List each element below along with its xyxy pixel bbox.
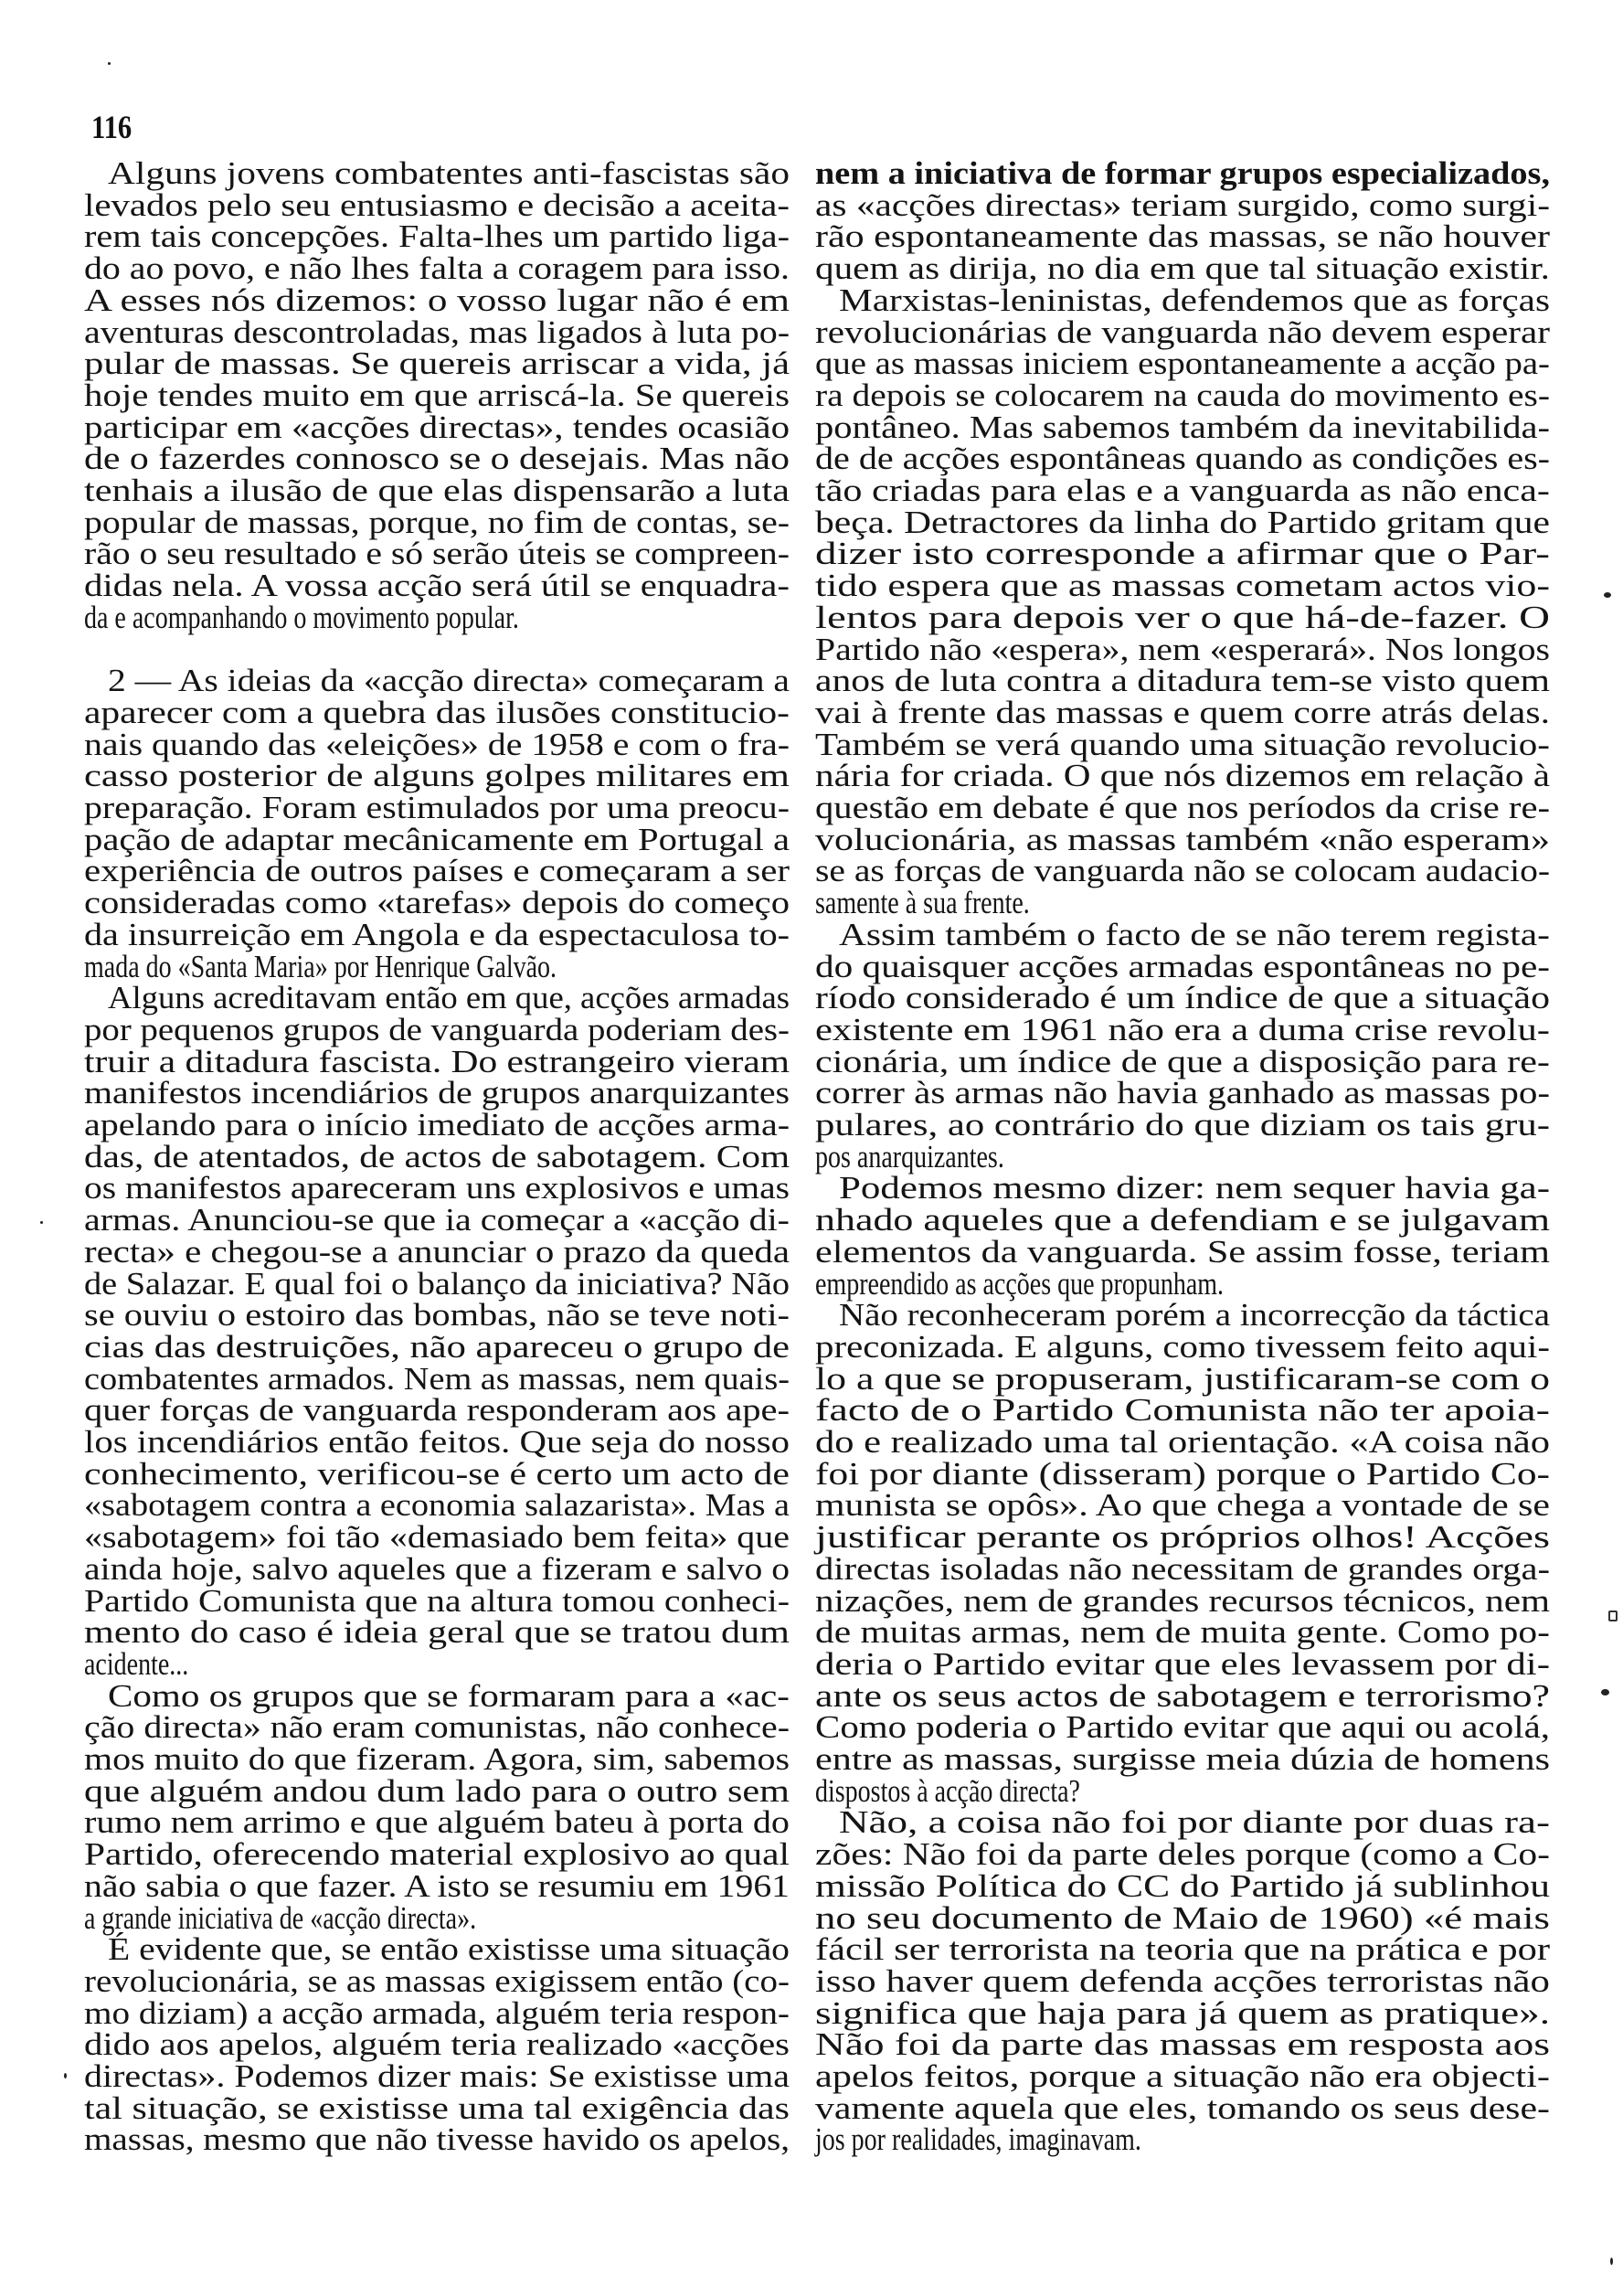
text-line-content: truir a ditadura fascista. Do estrangeiro vieram xyxy=(84,1043,790,1079)
text-line-content: empreendido as acções que propunham. xyxy=(815,1265,1225,1302)
text-line xyxy=(84,218,790,255)
text-line xyxy=(815,1455,1550,1492)
text-line-content: fácil ser terrorista na teoria que na prática e por xyxy=(815,1931,1551,1968)
text-line-content: pulares, ao contrário do que diziam os tais gru- xyxy=(815,1107,1551,1143)
text-line xyxy=(84,473,790,508)
text-line-content: consideradas como «tarefas» depois do começo xyxy=(84,885,790,921)
text-line xyxy=(815,473,1550,508)
text-line xyxy=(84,1265,790,1302)
text-line-content: conhecimento, verificou-se é certo um acto de xyxy=(84,1455,790,1492)
text-line xyxy=(815,758,1550,794)
text-line-content: no seu documento de Maio de 1960) «é mais xyxy=(815,1899,1550,1936)
text-line xyxy=(815,980,1551,1016)
text-line xyxy=(84,536,790,572)
text-line xyxy=(84,1424,790,1460)
text-line xyxy=(84,1614,790,1651)
text-line xyxy=(84,2026,790,2063)
text-line xyxy=(815,1931,1551,1968)
text-line xyxy=(84,726,790,762)
text-line-content: Marxistas-leninistas, defendemos que as forças xyxy=(839,282,1551,318)
text-line xyxy=(815,1677,1551,1714)
text-line-content: que as massas iniciem espontaneamente a acção pa- xyxy=(815,345,1550,382)
scan-speck xyxy=(1610,2258,1613,2265)
text-line xyxy=(815,345,1550,382)
text-line xyxy=(815,1962,1550,1999)
text-line-content: facto de o Partido Comunista não ter apoia- xyxy=(815,1392,1551,1429)
text-line xyxy=(815,853,1551,889)
text-line-content: de o fazerdes connosco se o desejais. Mas não xyxy=(84,441,790,477)
text-line xyxy=(815,1265,1326,1302)
text-line xyxy=(84,1772,790,1809)
text-line xyxy=(84,250,790,287)
text-line-content: Assim também o facto de se não terem regista- xyxy=(839,916,1550,952)
text-line xyxy=(815,218,1550,255)
text-line xyxy=(84,1075,790,1111)
text-line xyxy=(84,1804,790,1841)
text-line xyxy=(815,1741,1551,1777)
text-line-content: preparação. Foram estimulados por uma preocu- xyxy=(84,790,790,825)
text-line-content: tenhais a ilusão de que elas dispensarão a luta xyxy=(84,473,790,508)
text-line-content: por pequenos grupos de vanguarda poderiam des- xyxy=(84,1011,790,1047)
text-line-content: nizações, nem de grandes recursos técnicos, nem xyxy=(815,1582,1550,1619)
text-line xyxy=(84,1994,790,2031)
text-line-content: as «acções directas» teriam surgido, como surgi- xyxy=(815,186,1551,223)
text-line xyxy=(815,790,1551,825)
scan-speck xyxy=(64,2073,67,2078)
text-line xyxy=(84,1392,790,1429)
text-line-content: mos muito do que fizeram. Agora, sim, sabemos xyxy=(84,1741,790,1777)
text-line-content: acidente... xyxy=(84,1645,189,1682)
text-line xyxy=(839,1804,1551,1841)
text-line xyxy=(815,1043,1550,1079)
text-line xyxy=(108,663,790,699)
text-line-content: apelos feitos, porque a situação não era objecti- xyxy=(815,2058,1550,2094)
text-line-content: ríodo considerado é um índice de que a situação xyxy=(815,980,1551,1016)
text-line-content: hoje tendes muito em que arriscá-la. Se quereis xyxy=(84,377,790,413)
text-line-content: nária for criada. O que nós dizemos em relação à xyxy=(815,758,1550,794)
text-line-content: aventuras descontroladas, mas ligados à luta po- xyxy=(84,314,790,350)
text-line-content: Alguns acreditavam então em que, acções armadas xyxy=(108,980,790,1016)
text-line-content: 2 — As ideias da «acção directa» começaram a xyxy=(108,663,790,699)
text-line-content: a grande iniciativa de «acção directa». xyxy=(84,1899,477,1936)
text-line xyxy=(839,1297,1550,1334)
text-line xyxy=(815,887,1083,919)
text-line-content: do ao povo, e não lhes falta a coragem para isso. xyxy=(84,250,790,287)
text-line xyxy=(815,1233,1550,1270)
text-line-content: vai à frente das massas e quem corre atrás delas. xyxy=(815,694,1551,730)
scan-speck xyxy=(1608,1610,1618,1621)
text-line xyxy=(84,1011,790,1047)
text-line-content: quem as dirija, no dia em que tal situação existir. xyxy=(815,250,1550,287)
text-line xyxy=(84,1645,215,1682)
text-line-content: Como poderia o Partido evitar que aqui ou acolá, xyxy=(815,1709,1550,1746)
text-line xyxy=(84,441,790,477)
text-line-content: lentos para depois ver o que há-de-fazer. O xyxy=(815,599,1550,635)
text-line xyxy=(815,1550,1550,1587)
text-line xyxy=(84,1741,790,1777)
text-line-content: nais quando das «eleições» de 1958 e com o fra- xyxy=(84,726,790,762)
text-line xyxy=(84,916,790,952)
text-line xyxy=(815,1360,1551,1397)
text-line-content: samente à sua frente. xyxy=(815,885,1030,921)
text-line xyxy=(84,1962,790,1999)
text-line-content: «sabotagem contra a economia salazarista». Mas a xyxy=(84,1487,790,1524)
text-line xyxy=(84,790,790,825)
text-line xyxy=(84,1297,790,1334)
text-line-content: mada do «Santa Maria» por Henrique Galvão. xyxy=(84,948,557,984)
text-line-content: manifestos incendiários de grupos anarquizantes xyxy=(84,1075,790,1111)
text-line xyxy=(815,1202,1551,1238)
text-line xyxy=(815,1011,1551,1047)
text-line-content: didas nela. A vossa acção será útil se enquadra- xyxy=(84,568,790,604)
text-line-content: Não foi da parte das massas em resposta aos xyxy=(815,2026,1551,2063)
text-line xyxy=(815,1772,1146,1809)
text-line xyxy=(84,1519,790,1556)
text-line-content: revolucionária, se as massas exigissem então (co- xyxy=(84,1962,790,1999)
text-line-content: das, de atentados, de actos de sabotagem. Com xyxy=(84,1138,790,1175)
text-line xyxy=(815,1994,1550,2031)
text-line xyxy=(108,155,790,191)
text-line-content: popular de massas, porque, no fim de contas, se- xyxy=(84,504,790,540)
text-line xyxy=(815,1487,1550,1524)
text-line xyxy=(84,2058,790,2094)
text-line-content: Alguns jovens combatentes anti-fascistas são xyxy=(108,155,790,191)
text-line xyxy=(839,282,1551,318)
text-line-content: Partido não «espera», nem «esperará». Nos longos xyxy=(815,631,1550,667)
text-line xyxy=(815,1614,1550,1651)
text-line-content: cionária, um índice de que a disposição para re- xyxy=(815,1043,1550,1079)
text-line-content: «sabotagem» foi tão «demasiado bem feita» que xyxy=(84,1519,790,1556)
text-line-content: recta» e chegou-se a anunciar o prazo da queda xyxy=(84,1233,790,1270)
text-line-content: munista se opôs». Ao que chega a vontade de se xyxy=(815,1487,1550,1524)
text-line xyxy=(84,821,790,857)
text-line xyxy=(84,1107,790,1143)
text-line-content: de de acções espontâneas quando as condições es- xyxy=(815,441,1551,477)
text-line-content: experiência de outros países e começaram a ser xyxy=(84,853,790,889)
text-line-content: A esses nós dizemos: o vosso lugar não é em xyxy=(84,282,790,318)
text-line xyxy=(84,601,628,633)
text-line-content: rão espontaneamente das massas, se não houver xyxy=(815,218,1550,255)
text-line xyxy=(815,2026,1551,2063)
text-line-content: pular de massas. Se quereis arriscar a vida, já xyxy=(84,345,790,382)
text-line xyxy=(815,441,1551,477)
text-line xyxy=(815,1392,1551,1429)
text-line xyxy=(84,186,790,223)
text-line xyxy=(84,1202,790,1238)
text-line-content: rão o seu resultado e só serão úteis se compreen- xyxy=(84,536,790,572)
text-line-content: os manifestos apareceram uns explosivos e umas xyxy=(84,1170,790,1206)
text-line-content: ainda hoje, salvo aqueles que a fizeram e salvo o xyxy=(84,1550,790,1587)
text-line-content: Podemos mesmo dizer: nem sequer havia ga- xyxy=(839,1170,1551,1206)
text-line-content: participar em «acções directas», tendes ocasião xyxy=(84,409,790,445)
text-line xyxy=(815,1424,1550,1460)
text-line-content: tido espera que as massas cometam actos vio- xyxy=(815,568,1551,604)
text-line xyxy=(84,1550,790,1587)
text-line-content: casso posterior de alguns golpes militares em xyxy=(84,758,790,794)
text-line xyxy=(815,568,1551,604)
text-line-content: mo diziam) a acção armada, alguém teria respon- xyxy=(84,1994,790,2031)
text-line-content: dido aos apelos, alguém teria realizado «acções xyxy=(84,2026,790,2063)
text-line xyxy=(84,377,790,413)
text-line-content: zões: Não foi da parte deles porque (como a Co- xyxy=(815,1836,1550,1873)
text-line xyxy=(84,885,790,921)
scan-speck xyxy=(1601,1689,1609,1695)
text-line xyxy=(815,1138,1052,1175)
text-line xyxy=(84,314,790,350)
text-line xyxy=(815,377,1551,413)
text-line xyxy=(84,1233,790,1270)
text-line xyxy=(815,599,1550,635)
text-line xyxy=(815,1328,1550,1365)
text-line xyxy=(815,1899,1550,1936)
text-line-content: rem tais concepções. Falta-lhes um partido liga- xyxy=(84,218,790,255)
text-line-content: da e acompanhando o movimento popular. xyxy=(84,599,519,635)
text-line xyxy=(815,2058,1550,2094)
text-line-content: deria o Partido evitar que eles levassem por di- xyxy=(815,1645,1550,1682)
text-line xyxy=(839,916,1550,952)
text-line-content: Também se verá quando uma situação revolucio- xyxy=(815,726,1550,762)
text-line-content: aparecer com a quebra das ilusões constitucio- xyxy=(84,694,790,730)
text-line-content: correr às armas não havia ganhado as massas po- xyxy=(815,1075,1551,1111)
text-line-content: missão Política do CC do Partido já sublinhou xyxy=(815,1867,1551,1904)
text-line-content: se ouviu o estoiro das bombas, não se teve noti- xyxy=(84,1297,790,1334)
text-line-content: apelando para o início imediato de acções arma- xyxy=(84,1107,790,1143)
text-line-content: mento do caso é ideia geral que se tratou dum xyxy=(84,1614,790,1651)
text-line-content: anos de luta contra a ditadura tem-se visto quem xyxy=(815,663,1551,699)
text-line-content: rumo nem arrimo e que alguém bateu à porta do xyxy=(84,1804,790,1841)
text-line-content: tal situação, se existisse uma tal exigência das xyxy=(84,2089,790,2126)
text-line-content: revolucionárias de vanguarda não devem esperar xyxy=(815,314,1551,350)
text-line xyxy=(815,186,1551,223)
text-line xyxy=(815,1836,1550,1873)
text-line-content: cias das destruições, não apareceu o grupo de xyxy=(84,1328,790,1365)
text-line xyxy=(84,853,790,889)
text-line xyxy=(84,2121,790,2158)
text-line xyxy=(815,1519,1551,1556)
text-line xyxy=(84,1709,790,1746)
text-line-content: combatentes armados. Nem as massas, nem quais- xyxy=(84,1360,790,1397)
text-line-content: nem a iniciativa de formar grupos especializados, xyxy=(815,155,1551,191)
text-line xyxy=(84,409,790,445)
text-line-content: justificar perante os próprios olhos! Acções xyxy=(815,1519,1551,1556)
text-line xyxy=(84,1170,790,1206)
text-line xyxy=(815,536,1550,572)
text-line-content: tão criadas para elas e a vanguarda as não enca- xyxy=(815,473,1550,508)
text-line xyxy=(815,821,1551,857)
text-line xyxy=(108,1677,790,1714)
page-number: 116 xyxy=(91,109,133,145)
text-line-content: se as forças de vanguarda não se colocam audacio- xyxy=(815,853,1551,889)
text-line-content: Não reconheceram porém a incorrecção da táctica xyxy=(839,1297,1550,1334)
text-line-content: massas, mesmo que não tivesse havido os apelos, xyxy=(84,2121,790,2158)
text-line xyxy=(84,1582,790,1619)
text-line-content: elementos da vanguarda. Se assim fosse, teriam xyxy=(815,1233,1550,1270)
text-line-content: levados pelo seu entusiasmo e decisão a aceita- xyxy=(84,186,790,223)
text-line xyxy=(84,345,790,382)
text-line xyxy=(839,1170,1551,1206)
text-line xyxy=(84,1867,790,1904)
text-line-content: lo a que se propuseram, justificaram-se com o xyxy=(815,1360,1551,1397)
text-line-content: de muitas armas, nem de muita gente. Como po- xyxy=(815,1614,1550,1651)
text-line xyxy=(84,1328,790,1365)
scan-speck xyxy=(108,62,111,65)
text-line-content: preconizada. E alguns, como tivessem feito aqui- xyxy=(815,1328,1550,1365)
text-line-content: ante os seus actos de sabotagem e terrorismo? xyxy=(815,1677,1551,1714)
text-line-content: Não, a coisa não foi por diante por duas ra- xyxy=(839,1804,1551,1841)
text-line xyxy=(815,1075,1551,1111)
text-line xyxy=(84,1455,790,1492)
text-line-content: É evidente que, se então existisse uma situação xyxy=(108,1931,790,1968)
text-line-content: los incendiários então feitos. Que seja do nosso xyxy=(84,1424,790,1460)
text-line-content: do quaisquer acções armadas espontâneas no pe- xyxy=(815,948,1551,984)
text-line-content: jos por realidades, imaginavam. xyxy=(815,2121,1141,2158)
text-line-content: que alguém andou dum lado para o outro sem xyxy=(84,1772,790,1809)
text-line-content: pação de adaptar mecânicamente em Portugal a xyxy=(84,821,790,857)
text-line-content: ção directa» não eram comunistas, não conhece- xyxy=(84,1709,790,1746)
text-line xyxy=(108,1931,790,1968)
text-line-content: não sabia o que fazer. A isto se resumiu em 1961 xyxy=(84,1867,790,1904)
text-line xyxy=(815,409,1550,445)
text-line xyxy=(815,504,1550,540)
text-line-content: da insurreição em Angola e da espectaculosa to- xyxy=(84,916,790,952)
text-line xyxy=(84,282,790,318)
text-line-content: pontâneo. Mas sabemos também da inevitabilida- xyxy=(815,409,1550,445)
text-line xyxy=(815,1867,1551,1904)
text-line xyxy=(815,250,1550,287)
text-line-content: foi por diante (disseram) porque o Partido Co- xyxy=(815,1455,1550,1492)
text-line xyxy=(84,504,790,540)
text-line xyxy=(815,663,1551,699)
text-line-content: significa que haja para já quem as pratique». xyxy=(815,1994,1550,2031)
text-line xyxy=(84,1899,574,1936)
text-line xyxy=(815,694,1551,730)
text-line-content: de Salazar. E qual foi o balanço da iniciativa? Não xyxy=(84,1265,790,1302)
text-line xyxy=(815,314,1551,350)
text-line-content: existente em 1961 não era a duma crise revolu- xyxy=(815,1011,1551,1047)
text-line xyxy=(84,2089,790,2126)
text-line-content: ra depois se colocarem na cauda do movimento es- xyxy=(815,377,1551,413)
text-line-content: do e realizado uma tal orientação. «A coisa não xyxy=(815,1424,1550,1460)
text-line-content: beça. Detractores da linha do Partido gritam que xyxy=(815,504,1550,540)
text-line-content: vamente aquela que eles, tomando os seus dese- xyxy=(815,2089,1550,2126)
text-line xyxy=(84,948,674,984)
text-line xyxy=(815,726,1550,762)
text-line xyxy=(815,1709,1550,1746)
text-line-content: Como os grupos que se formaram para a «ac- xyxy=(108,1677,790,1714)
text-line xyxy=(815,1107,1551,1143)
text-line xyxy=(84,1043,790,1079)
text-line xyxy=(84,758,790,794)
text-line-content: Partido, oferecendo material explosivo ao qual xyxy=(84,1836,790,1873)
text-line xyxy=(815,2121,1223,2158)
text-line xyxy=(815,1582,1550,1619)
text-line xyxy=(815,2089,1550,2126)
text-line xyxy=(815,1645,1550,1682)
text-line-content: pos anarquizantes. xyxy=(815,1138,1004,1175)
text-line xyxy=(84,1836,790,1873)
text-line xyxy=(108,980,790,1016)
text-line-content: dizer isto corresponde a afirmar que o Par- xyxy=(815,536,1550,572)
text-line-content: questão em debate é que nos períodos da crise re- xyxy=(815,790,1551,825)
text-line-content: entre as massas, surgisse meia dúzia de homens xyxy=(815,1741,1551,1777)
text-line xyxy=(84,694,790,730)
text-line-content: armas. Anunciou-se que ia começar a «acção di- xyxy=(84,1202,790,1238)
text-line xyxy=(84,1138,790,1175)
scan-speck xyxy=(40,1221,43,1224)
text-line xyxy=(815,631,1550,667)
text-line-content: Partido Comunista que na altura tomou conheci- xyxy=(84,1582,790,1619)
text-line-content: directas». Podemos dizer mais: Se existisse uma xyxy=(84,2058,790,2094)
text-line xyxy=(84,1360,790,1397)
scan-speck xyxy=(1604,592,1611,598)
text-line xyxy=(84,1487,790,1524)
text-line-content: quer forças de vanguarda responderam aos ape- xyxy=(84,1392,790,1429)
text-line-content: nhado aqueles que a defendiam e se julgavam xyxy=(815,1202,1551,1238)
text-line-content: isso haver quem defenda acções terroristas não xyxy=(815,1962,1550,1999)
text-line-content: directas isoladas não necessitam de grandes orga- xyxy=(815,1550,1550,1587)
text-line xyxy=(84,568,790,604)
text-line-content: dispostos à acção directa? xyxy=(815,1772,1080,1809)
text-line-content: volucionária, as massas também «não esperam» xyxy=(815,821,1551,857)
text-line xyxy=(815,948,1551,984)
text-line xyxy=(815,155,1551,191)
